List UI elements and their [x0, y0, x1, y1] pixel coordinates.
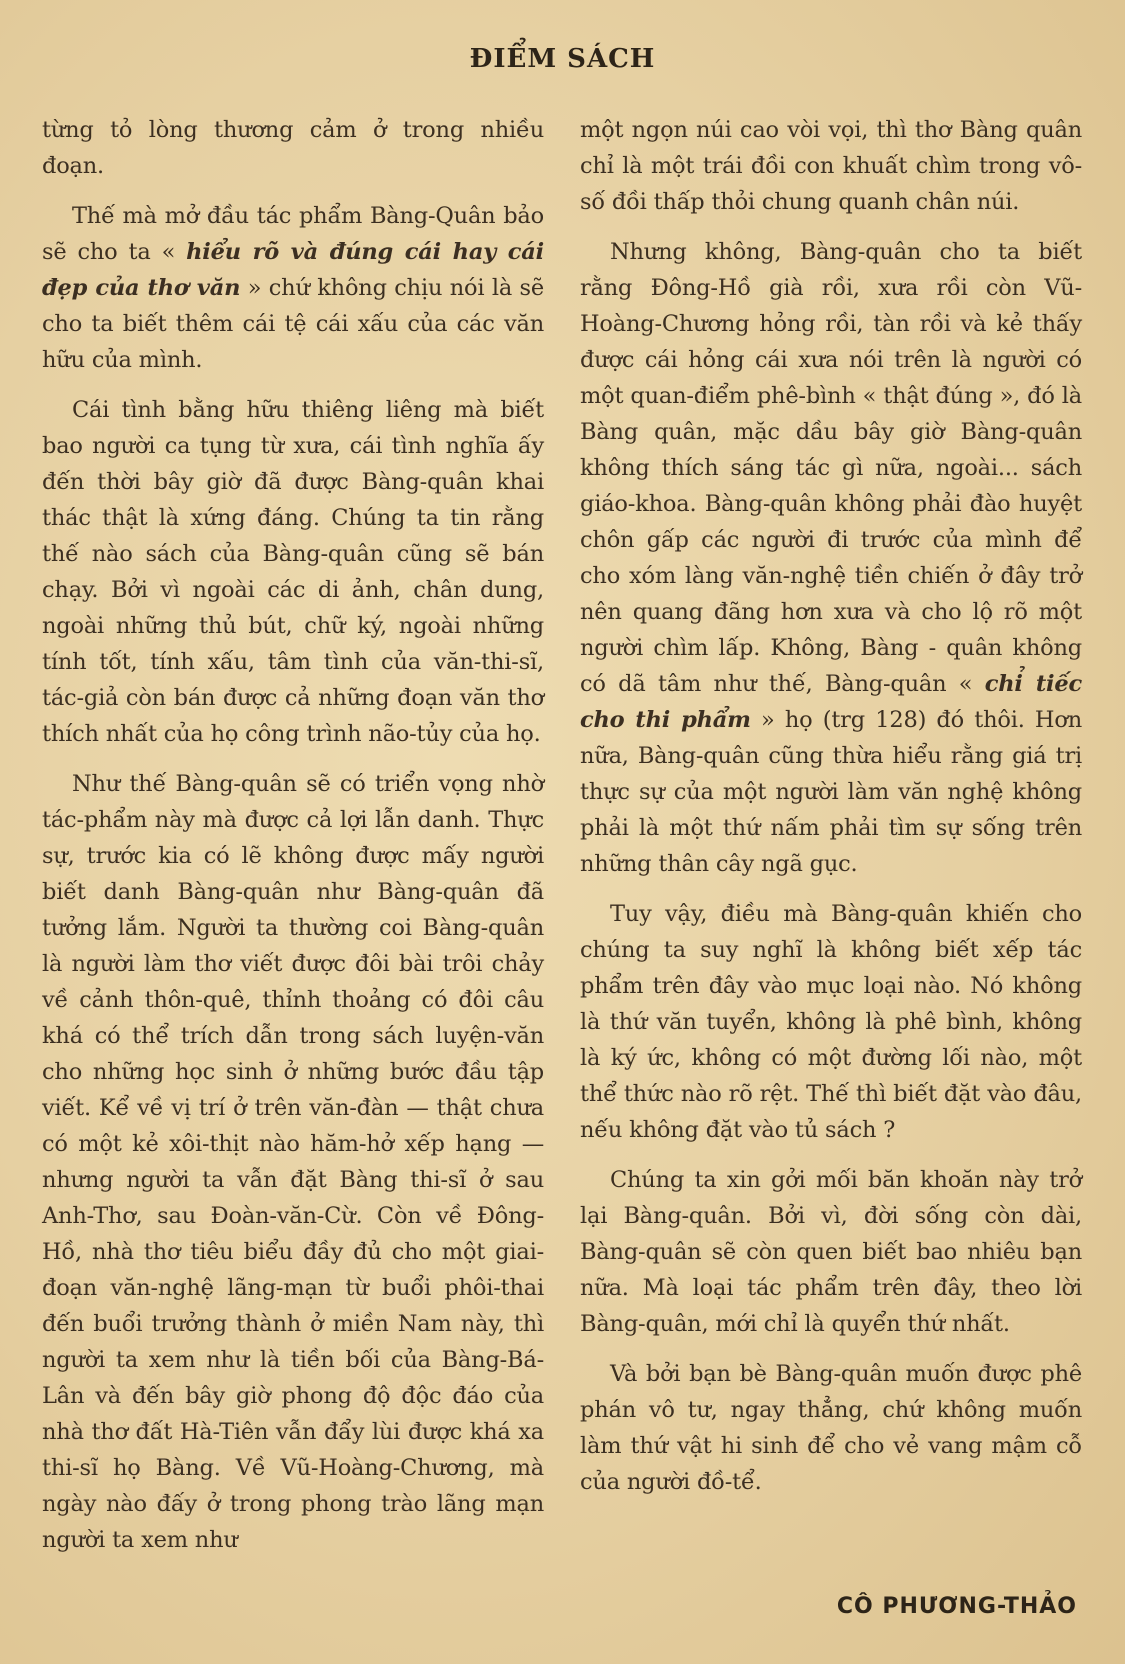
- right-column: [580, 112, 1082, 1514]
- paragraph: Cái tình bằng hữu thiêng liêng mà biết bao người ca tụng từ xưa, cái tình nghĩa ấy đến thời bây giờ đã được Bàng-quân khai thác thật là xứng đáng. Chúng ta tin rằng thế nào sách của Bàng-quân cũng sẽ bán chạy. Bởi vì ngoài các di ảnh, chân dung, ngoài những thủ bút, chữ ký, ngoài những tính tốt, tính xấu, tâm tình của văn-thi-sĩ, tác-giả còn bán được cả những đoạn văn thơ thích nhất của họ công trình não-tủy của họ.: [42, 397, 544, 747]
- paragraph: Chúng ta xin gởi mối băn khoăn này trở lại Bàng-quân. Bởi vì, đời sống còn dài, Bàng-quân sẽ còn quen biết bao nhiêu bạn nữa. Mà loại tác phẩm trên đây, theo lời Bàng-quân, mới chỉ là quyển thứ nhất.: [580, 1167, 1082, 1337]
- author-signature: CÔ PHƯƠNG-THẢO: [836, 1594, 1077, 1619]
- page-header: ĐIỂM SÁCH: [469, 44, 656, 74]
- quoted-phrase: hiểu rõ và đúng cái hay cái đẹp của thơ văn: [42, 239, 544, 301]
- text-run: » họ (trg 128) đó thôi. Hơn nữa, Bàng-quân cũng thừa hiểu rằng giá trị thực sự của một người làm văn nghệ không phải là một thứ nấm phải tìm sự sống trên những thân cây ngã gục.: [580, 707, 1082, 877]
- paragraph: [580, 234, 1082, 882]
- left-column: [42, 112, 544, 1572]
- text-run: Thế mà mở đầu tác phẩm Bàng-Quân bảo sẽ cho ta «: [42, 203, 544, 265]
- paragraph: một ngọn núi cao vòi vọi, thì thơ Bàng quân chỉ là một trái đồi con khuất chìm trong vô-số đồi thấp thỏi chung quanh chân núi.: [580, 117, 1082, 215]
- paragraph: Như thế Bàng-quân sẽ có triển vọng nhờ tác-phẩm này mà được cả lợi lẫn danh. Thực sự, trước kia có lẽ không được mấy người biết danh Bàng-quân như Bàng-quân đã tưởng lắm. Người ta thường coi Bàng-quân là người làm thơ viết được đôi bài trôi chảy về cảnh thôn-quê, thỉnh thoảng có đôi câu khá có thể trích dẫn trong sách luyện-văn cho những học sinh ở những bước đầu tập viết. Kể về vị trí ở trên văn-đàn — thật chưa có một kẻ xôi-thịt nào hăm-hở xếp hạng — nhưng người ta vẫn đặt Bàng thi-sĩ ở sau Anh-Thơ, sau Đoàn-văn-Cừ. Còn về Đông-Hồ, nhà thơ tiêu biểu đầy đủ cho một giai-đoạn văn-nghệ lãng-mạn từ buổi phôi-thai đến buổi trưởng thành ở miền Nam này, thì người ta xem như là tiền bối của Bàng-Bá-Lân và đến bây giờ phong độ độc đáo của nhà thơ đất Hà-Tiên vẫn đẩy lùi được khá xa thi-sĩ họ Bàng. Về Vũ-Hoàng-Chương, mà ngày nào đấy ở trong phong trào lãng mạn người ta xem như: [42, 771, 544, 1553]
- text-run: Nhưng không, Bàng-quân cho ta biết rằng Đông-Hồ già rồi, xưa rồi còn Vũ-Hoàng-Chương hỏng rồi, tàn rồi và kẻ thấy được cái hỏng cái xưa nói trên là người có một quan-điểm phê-bình « thật đúng », đó là Bàng quân, mặc dầu bây giờ Bàng-quân không thích sáng tác gì nữa, ngoài... sách giáo-khoa. Bàng-quân không phải đào huyệt chôn gấp các người đi trước của mình để cho xóm làng văn-nghệ tiền chiến ở đây trở nên quang đãng hơn xưa và cho lộ rõ một người chìm lấp. Không, Bàng - quân không có dã tâm như thế, Bàng-quân «: [580, 239, 1082, 697]
- paragraph: từng tỏ lòng thương cảm ở trong nhiều đoạn.: [42, 117, 544, 179]
- quoted-phrase: chỉ tiếc cho thi phẩm: [580, 671, 1082, 733]
- paragraph: Tuy vậy, điều mà Bàng-quân khiến cho chúng ta suy nghĩ là không biết xếp tác phẩm trên đây vào mục loại nào. Nó không là thứ văn tuyển, không là phê bình, không là ký ức, không có một đường lối nào, một thể thức nào rõ rệt. Thế thì biết đặt vào đâu, nếu không đặt vào tủ sách ?: [580, 901, 1082, 1143]
- paragraph: [42, 198, 544, 378]
- text-run: » chứ không chịu nói là sẽ cho ta biết thêm cái tệ cái xấu của các văn hữu của mình.: [42, 275, 544, 373]
- paragraph: Và bởi bạn bè Bàng-quân muốn được phê phán vô tư, ngay thẳng, chứ không muốn làm thứ vật hi sinh để cho vẻ vang mậm cỗ của người đồ-tể.: [580, 1361, 1082, 1495]
